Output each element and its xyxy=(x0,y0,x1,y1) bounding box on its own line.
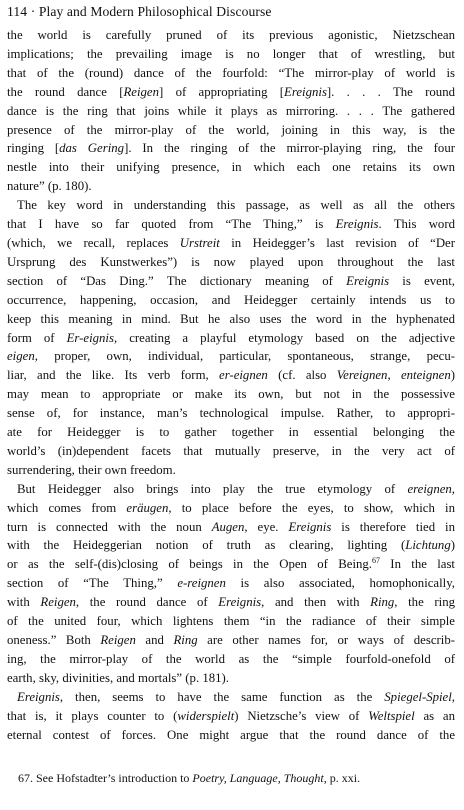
italic-term: widerspielt xyxy=(177,708,235,723)
text-run: ) Nietzsche’s view of xyxy=(234,708,369,723)
text-run: with xyxy=(7,595,41,610)
italic-term: Er-eignis xyxy=(66,330,114,345)
text-run: , then, seems to have the same function as the xyxy=(59,689,385,704)
italic-term: ereignen xyxy=(407,481,452,496)
footnote-citation: , p. xxi. xyxy=(323,771,361,785)
text-line xyxy=(7,347,455,366)
text-line xyxy=(7,707,455,726)
text-run: in Heidegger’s last revision of “Der xyxy=(219,235,455,250)
text-line xyxy=(7,461,455,480)
text-line xyxy=(7,215,455,234)
text-line xyxy=(7,688,455,707)
text-run: may mean to appropriate or make its own, but not in the possessive xyxy=(7,387,455,402)
text-run: turn is connected with the noun xyxy=(7,519,212,534)
italic-term: Ereignis xyxy=(346,273,390,288)
footnote-reference: 67 xyxy=(372,556,380,566)
text-run: that I have so far quoted from “The Thing,” is xyxy=(7,217,336,232)
text-run: is therefore tied in xyxy=(331,519,455,534)
text-run: liar, and the like. Its verb form, xyxy=(7,368,220,383)
italic-term: Ereignis xyxy=(218,595,262,610)
text-run: which comes from xyxy=(7,500,127,515)
text-line xyxy=(7,423,455,442)
italic-term: Lichtung xyxy=(405,538,451,553)
text-run: Ursprung des Kunstwerkes”) is now played upon throughout the last xyxy=(7,254,455,269)
text-line xyxy=(7,139,455,158)
italic-term: Reigen xyxy=(123,84,160,99)
text-run: , xyxy=(451,689,455,704)
text-run: world’s (in)dependent facets that mutually preserve, in the very act of xyxy=(7,443,455,458)
text-line xyxy=(7,404,455,423)
italic-term: Vereignen, enteignen xyxy=(336,368,451,383)
italic-term: Ereignis xyxy=(284,84,327,99)
text-run: , to place before the eyes, to show, which in xyxy=(168,500,455,515)
text-line xyxy=(7,555,455,574)
text-run: the world is carefully pruned of its previous agonistic, Nietzschean xyxy=(7,28,455,42)
footnote-number: 67. xyxy=(18,771,33,785)
text-run: oneness.” Both xyxy=(7,633,101,647)
text-run: , creating a playful etymology based on the adjective xyxy=(113,330,455,345)
text-run: ringing [ xyxy=(7,141,60,156)
text-run: is event, xyxy=(389,273,455,288)
text-run: , proper, own, individual, particular, spontaneous, strange, pecu- xyxy=(34,349,455,364)
text-run: dance is the ring that joins while it plays as mirroring. . . . The gathered xyxy=(7,103,455,118)
running-title: Play and Modern Philosophical Discourse xyxy=(38,4,272,19)
text-run: , xyxy=(451,481,455,496)
text-line xyxy=(7,631,455,650)
text-run: ]. . . . The round xyxy=(326,84,455,99)
text-run: . This word xyxy=(378,217,455,232)
italic-term: Ereignis xyxy=(17,689,60,704)
text-run: with the Heideggerian notion of truth as clearing, lighting ( xyxy=(7,538,406,553)
text-run: the round dance [ xyxy=(7,84,124,99)
text-run: ing, the mirror-play of the world as the “simple fourfold-onefold of xyxy=(7,651,455,666)
text-run: that is, it plays counter to ( xyxy=(7,708,178,723)
text-line xyxy=(7,385,455,404)
text-run: , eye. xyxy=(244,519,289,534)
text-line xyxy=(7,272,455,291)
text-run: (which, we recall, replaces xyxy=(7,235,180,250)
italic-term: Augen xyxy=(211,519,245,534)
italic-term: Spiegel-Spiel xyxy=(384,689,452,704)
text-line xyxy=(7,480,455,499)
text-line xyxy=(7,310,455,329)
text-run: presence of the mirror-play of the world, joining in this way, is the xyxy=(7,122,455,137)
text-line xyxy=(7,83,455,102)
text-line xyxy=(7,593,455,612)
text-run: , and then with xyxy=(261,595,371,610)
text-line xyxy=(7,536,455,555)
text-run: of the united four, which lightens them “in the radiance of their simple xyxy=(7,614,455,629)
italic-term: eräugen xyxy=(126,500,169,515)
text-line xyxy=(7,612,455,631)
italic-term: Ring xyxy=(370,595,395,610)
text-run: , the round dance of xyxy=(75,595,219,610)
text-run: nature” (p. 180). xyxy=(7,179,92,194)
text-line xyxy=(7,102,455,121)
text-line xyxy=(7,45,455,64)
text-run: is also associated, homophonically, xyxy=(225,576,455,591)
text-line xyxy=(7,158,455,177)
italic-term: Urstreit xyxy=(179,235,220,250)
text-line xyxy=(7,442,455,461)
text-line xyxy=(7,26,455,45)
text-run: ) xyxy=(450,368,455,383)
text-run: form of xyxy=(7,330,67,345)
text-line xyxy=(7,253,455,272)
text-run: In the last xyxy=(380,557,455,572)
footnote xyxy=(18,771,360,786)
text-run: implications; the prevailing image is no longer that of wrestling, but xyxy=(7,46,455,61)
text-line xyxy=(7,64,455,83)
italic-term: Reigen xyxy=(40,595,76,610)
text-run: ] of appropriating [ xyxy=(159,84,285,99)
text-run: ) xyxy=(450,538,455,553)
footnote-text: See Hofstadter’s introduction to xyxy=(33,771,193,785)
italic-term: Reigen xyxy=(100,633,136,647)
text-line xyxy=(7,234,455,253)
footnote-book-title: Poetry, Language, Thought xyxy=(192,771,324,785)
header-separator: · xyxy=(30,4,36,19)
italic-term: eigen xyxy=(7,349,35,364)
italic-term: das Gering xyxy=(59,141,125,156)
text-run: surrendering, their own freedom. xyxy=(7,462,176,477)
text-line xyxy=(7,196,455,215)
text-run: The key word in understanding this passage, as well as all the others xyxy=(17,198,455,213)
text-line xyxy=(7,726,455,745)
text-run: But Heidegger also brings into play the true etymology of xyxy=(17,481,408,496)
text-run: nestle into their unifying presence, in which each one retains its own xyxy=(7,160,455,175)
text-run: ate for Heidegger is to gather together in essential belonging the xyxy=(7,425,455,440)
running-header xyxy=(7,4,272,20)
text-line xyxy=(7,669,455,688)
text-run: or as the self-(dis)closing of beings in the Open of Being. xyxy=(7,557,372,572)
text-run: earth, sky, divinities, and mortals” (p. 181). xyxy=(7,670,230,685)
text-run: are other names for, or ways of describ- xyxy=(197,633,455,647)
text-line xyxy=(7,574,455,593)
text-run: sense of, for instance, man’s technological impulse. Rather, to appropri- xyxy=(7,406,455,421)
page-number: 114 xyxy=(7,4,28,19)
text-line xyxy=(7,329,455,348)
text-run: keep this meaning in mind. But he also uses the word in the hyphenated xyxy=(7,311,455,326)
italic-term: e-reignen xyxy=(177,576,226,591)
text-line xyxy=(7,499,455,518)
text-line xyxy=(7,291,455,310)
text-run: occurrence, happening, occasion, and Heidegger certainly intends us to xyxy=(7,292,455,307)
text-run: (cf. also xyxy=(267,368,337,383)
text-run: , the ring xyxy=(394,595,455,610)
text-run: ]. In the ringing of the mirror-playing ring, the four xyxy=(124,141,455,156)
text-line xyxy=(7,177,455,196)
text-run: and xyxy=(135,633,174,647)
text-line xyxy=(7,366,455,385)
text-run: as an xyxy=(414,708,455,723)
text-run: section of “The Thing,” xyxy=(7,576,178,591)
text-line xyxy=(7,121,455,140)
italic-term: Weltspiel xyxy=(368,708,415,723)
text-run: eternal contest of forces. One might argue that the round dance of the xyxy=(7,727,455,742)
text-run: that of the (round) dance of the fourfold: “The mirror-play of world is xyxy=(7,65,455,80)
text-line xyxy=(7,650,455,669)
text-line xyxy=(7,518,455,537)
text-run: section of “Das Ding.” The dictionary meaning of xyxy=(7,273,347,288)
italic-term: er-eignen xyxy=(219,368,268,383)
body-text xyxy=(7,26,455,744)
italic-term: Ereignis xyxy=(335,217,379,232)
italic-term: Ring xyxy=(173,633,198,647)
italic-term: Ereignis xyxy=(288,519,332,534)
